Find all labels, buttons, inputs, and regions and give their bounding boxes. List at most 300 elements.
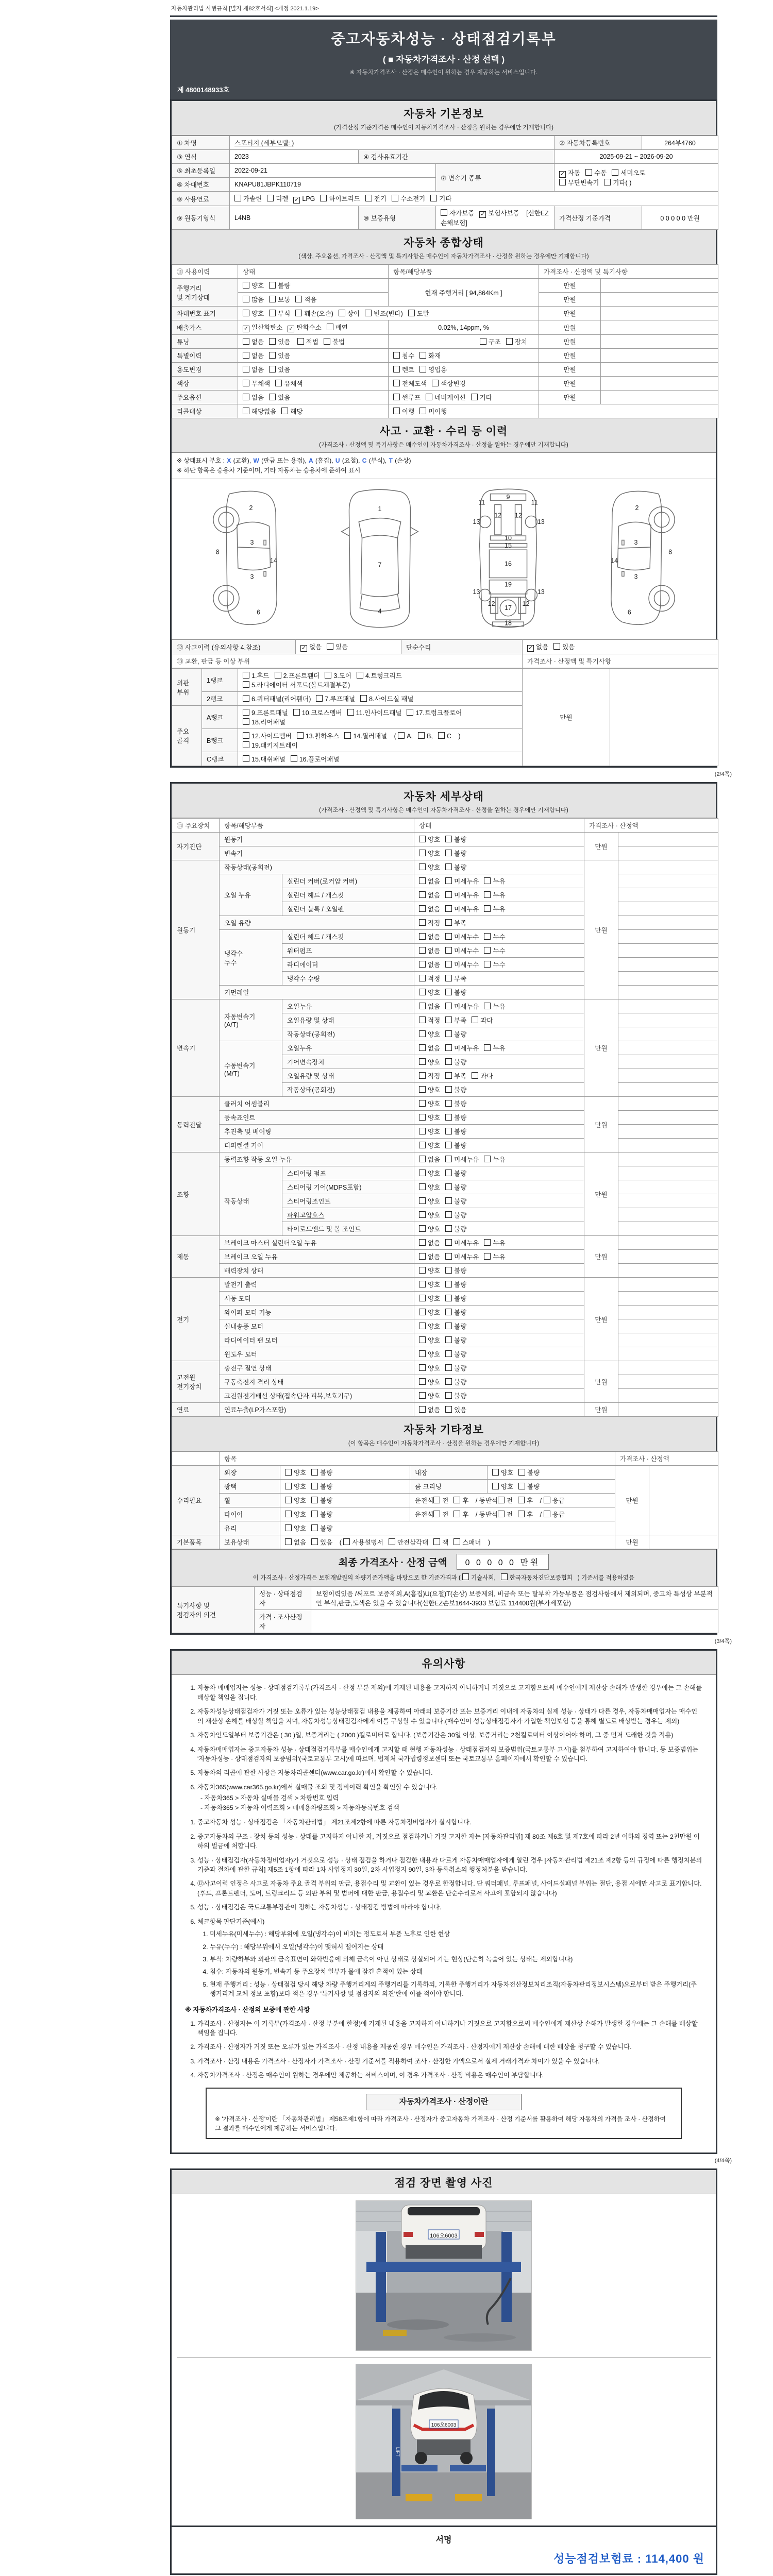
checkbox-option[interactable] xyxy=(445,1335,466,1345)
checkbox-icon[interactable] xyxy=(445,877,452,884)
checkbox-icon[interactable] xyxy=(419,1406,426,1413)
checkbox-icon[interactable] xyxy=(445,1156,452,1162)
checkbox-icon[interactable] xyxy=(484,1156,491,1162)
checkbox-option[interactable] xyxy=(243,694,311,703)
checkbox-option[interactable] xyxy=(297,337,318,346)
checkbox-icon[interactable] xyxy=(484,1253,491,1260)
checkbox-option[interactable] xyxy=(501,1573,573,1582)
checkbox-icon[interactable] xyxy=(365,195,372,201)
checkbox-option[interactable] xyxy=(472,1071,493,1080)
checkbox-option[interactable] xyxy=(297,731,340,740)
checkbox-icon[interactable] xyxy=(471,394,478,400)
checkbox-option[interactable] xyxy=(275,671,320,680)
checkbox-icon[interactable] xyxy=(445,836,452,842)
checkbox-icon[interactable] xyxy=(438,732,445,739)
checkbox-option[interactable] xyxy=(484,876,505,886)
checkbox-icon[interactable] xyxy=(316,695,323,702)
checkbox-icon[interactable] xyxy=(419,1211,426,1218)
checkbox-option[interactable] xyxy=(285,1482,306,1491)
checkbox-icon[interactable] xyxy=(243,672,249,679)
checkbox-option[interactable] xyxy=(419,960,440,969)
checkbox-option[interactable] xyxy=(426,393,465,402)
checkbox-icon[interactable] xyxy=(472,1016,478,1023)
checkbox-icon[interactable] xyxy=(419,1044,426,1051)
checkbox-icon[interactable] xyxy=(433,1497,440,1503)
checkbox-icon[interactable] xyxy=(269,394,276,400)
checkbox-icon[interactable] xyxy=(419,1225,426,1232)
checkbox-icon[interactable] xyxy=(484,1003,491,1009)
checkbox-option[interactable] xyxy=(612,168,645,177)
checkbox-icon[interactable] xyxy=(419,891,426,898)
checkbox-option[interactable] xyxy=(445,1085,466,1094)
checkbox-option[interactable] xyxy=(243,309,264,318)
checkbox-icon[interactable] xyxy=(445,961,452,968)
checkbox-option[interactable] xyxy=(419,1057,440,1066)
checkbox-icon[interactable] xyxy=(453,1511,460,1517)
checkbox-icon[interactable] xyxy=(285,1497,292,1503)
checkbox-option[interactable] xyxy=(445,835,466,844)
checkbox-option[interactable] xyxy=(316,694,355,703)
checkbox-icon[interactable] xyxy=(243,695,249,702)
checkbox-icon[interactable] xyxy=(419,1030,426,1037)
checkbox-icon[interactable] xyxy=(518,1511,525,1517)
checkbox-option[interactable] xyxy=(484,1238,505,1247)
checkbox-icon[interactable] xyxy=(269,338,276,345)
checkbox-icon[interactable] xyxy=(553,643,560,650)
checkbox-icon[interactable] xyxy=(419,975,426,981)
checkbox-icon[interactable] xyxy=(445,989,452,995)
checkbox-icon[interactable] xyxy=(419,947,426,954)
checkbox-icon[interactable] xyxy=(419,352,426,359)
checkbox-option[interactable] xyxy=(433,1537,448,1547)
checkbox-option[interactable] xyxy=(357,671,402,680)
checkbox-option[interactable] xyxy=(243,731,292,740)
checkbox-option[interactable] xyxy=(311,1537,332,1547)
checkbox-icon[interactable] xyxy=(484,1239,491,1246)
checkbox-icon[interactable] xyxy=(243,741,249,748)
checkbox-option[interactable] xyxy=(544,1510,565,1519)
checkbox-option[interactable] xyxy=(311,1468,332,1477)
checkbox-icon[interactable] xyxy=(445,1378,452,1385)
checkbox-option[interactable] xyxy=(281,406,303,416)
checkbox-icon[interactable] xyxy=(419,1197,426,1204)
checkbox-option[interactable] xyxy=(445,1321,466,1331)
checkbox-icon[interactable] xyxy=(559,179,566,185)
checkbox-option[interactable] xyxy=(291,754,340,764)
checkbox-icon[interactable] xyxy=(506,338,513,345)
checkbox-option[interactable] xyxy=(484,960,505,969)
checkbox-icon[interactable] xyxy=(445,1100,452,1107)
checkbox-option[interactable] xyxy=(285,1468,306,1477)
checkbox-icon[interactable] xyxy=(419,1392,426,1399)
checkbox-icon[interactable] xyxy=(357,672,363,679)
checkbox-option[interactable] xyxy=(445,1224,466,1233)
checkbox-icon[interactable] xyxy=(419,1309,426,1315)
checkbox-icon[interactable] xyxy=(445,947,452,954)
checkbox-icon[interactable] xyxy=(430,195,437,201)
checkbox-option[interactable] xyxy=(419,904,440,913)
checkbox-option[interactable] xyxy=(419,932,440,941)
checkbox-icon[interactable] xyxy=(285,1469,292,1476)
checkbox-icon[interactable] xyxy=(462,1573,469,1580)
checkbox-icon[interactable] xyxy=(484,891,491,898)
checkbox-icon[interactable] xyxy=(484,947,491,954)
checkbox-option[interactable] xyxy=(445,1280,466,1289)
checkbox-option[interactable] xyxy=(544,1496,565,1505)
checkbox-icon[interactable] xyxy=(445,1364,452,1371)
checkbox-icon[interactable] xyxy=(445,1295,452,1301)
checkbox-option[interactable] xyxy=(445,1099,466,1108)
checkbox-icon[interactable] xyxy=(453,1497,460,1503)
checkbox-option[interactable] xyxy=(484,1002,505,1011)
checkbox-icon[interactable] xyxy=(585,169,592,176)
checkbox-icon[interactable] xyxy=(484,877,491,884)
checkbox-icon[interactable] xyxy=(234,195,241,201)
checkbox-icon[interactable] xyxy=(419,1156,426,1162)
checkbox-option[interactable] xyxy=(243,393,264,402)
checkbox-icon[interactable] xyxy=(419,1239,426,1246)
checkbox-option[interactable] xyxy=(484,904,505,913)
checkbox-icon[interactable] xyxy=(311,1538,318,1545)
checkbox-icon[interactable] xyxy=(419,1170,426,1176)
checkbox-icon[interactable] xyxy=(311,1497,318,1503)
checkbox-option[interactable] xyxy=(293,708,342,717)
checkbox-icon[interactable] xyxy=(419,1323,426,1329)
checkbox-option[interactable] xyxy=(419,1308,440,1317)
checkbox-option[interactable] xyxy=(419,1113,440,1122)
checkbox-icon[interactable] xyxy=(445,975,452,981)
checkbox-checked-icon[interactable]: ✓ xyxy=(289,326,294,332)
checkbox-option[interactable] xyxy=(419,1335,440,1345)
checkbox-option[interactable] xyxy=(243,379,270,388)
checkbox-option[interactable] xyxy=(269,309,290,318)
checkbox-option[interactable] xyxy=(419,1071,440,1080)
checkbox-option[interactable] xyxy=(285,1537,306,1547)
checkbox-option[interactable] xyxy=(269,365,290,374)
checkbox-icon[interactable] xyxy=(360,695,367,702)
checkbox-option[interactable] xyxy=(445,904,479,913)
checkbox-icon[interactable] xyxy=(501,1573,508,1580)
checkbox-icon[interactable] xyxy=(327,643,333,650)
checkbox-option[interactable] xyxy=(445,1029,466,1039)
checkbox-option[interactable] xyxy=(418,732,433,740)
checkbox-option[interactable] xyxy=(243,337,264,346)
checkbox-icon[interactable] xyxy=(393,352,400,359)
checkbox-icon[interactable] xyxy=(544,1497,550,1503)
checkbox-option[interactable] xyxy=(311,1496,332,1505)
checkbox-icon[interactable] xyxy=(419,863,426,870)
checkbox-icon[interactable] xyxy=(243,296,249,302)
checkbox-icon[interactable] xyxy=(269,366,276,372)
checkbox-option[interactable] xyxy=(408,309,429,318)
checkbox-icon[interactable] xyxy=(285,1511,292,1517)
checkbox-icon[interactable] xyxy=(311,1469,318,1476)
checkbox-option[interactable] xyxy=(419,1127,440,1136)
checkbox-icon[interactable] xyxy=(419,919,426,926)
checkbox-option[interactable] xyxy=(419,1280,440,1289)
checkbox-icon[interactable] xyxy=(445,1392,452,1399)
checkbox-option[interactable] xyxy=(339,309,360,318)
checkbox-icon[interactable] xyxy=(243,709,249,716)
checkbox-option[interactable] xyxy=(267,194,288,203)
checkbox-option[interactable] xyxy=(243,740,298,750)
checkbox-option[interactable] xyxy=(492,1482,513,1491)
checkbox-option[interactable] xyxy=(433,1510,448,1519)
checkbox-icon[interactable] xyxy=(445,1406,452,1413)
checkbox-option[interactable] xyxy=(269,351,290,360)
checkbox-option[interactable] xyxy=(498,1510,513,1519)
checkbox-option[interactable] xyxy=(419,876,440,886)
checkbox-option[interactable] xyxy=(585,168,607,177)
checkbox-icon[interactable] xyxy=(441,209,447,216)
checkbox-icon[interactable] xyxy=(281,408,288,414)
checkbox-icon[interactable] xyxy=(484,961,491,968)
checkbox-icon[interactable] xyxy=(243,408,249,414)
checkbox-icon[interactable] xyxy=(604,179,611,185)
checkbox-icon[interactable] xyxy=(243,310,249,316)
checkbox-icon[interactable] xyxy=(344,732,351,739)
checkbox-option[interactable] xyxy=(419,1196,440,1206)
checkbox-option[interactable] xyxy=(445,1043,479,1053)
checkbox-option[interactable] xyxy=(445,1391,466,1400)
checkbox-icon[interactable] xyxy=(445,1309,452,1315)
checkbox-icon[interactable] xyxy=(419,1100,426,1107)
checkbox-option[interactable] xyxy=(484,1155,505,1164)
checkbox-option[interactable] xyxy=(419,351,441,360)
checkbox-option[interactable] xyxy=(419,1294,440,1303)
checkbox-icon[interactable] xyxy=(480,338,486,345)
checkbox-option[interactable] xyxy=(445,974,466,983)
checkbox-icon[interactable] xyxy=(343,1538,350,1545)
checkbox-icon[interactable] xyxy=(311,1511,318,1517)
checkbox-icon[interactable] xyxy=(445,1128,452,1134)
checkbox-icon[interactable] xyxy=(419,933,426,940)
checkbox-checked-icon[interactable]: ✓ xyxy=(294,197,299,203)
checkbox-icon[interactable] xyxy=(243,681,249,688)
checkbox-option[interactable] xyxy=(445,1141,466,1150)
checkbox-option[interactable] xyxy=(438,732,451,740)
checkbox-option[interactable] xyxy=(419,1182,440,1192)
checkbox-option[interactable] xyxy=(559,178,599,187)
checkbox-option[interactable] xyxy=(492,1468,513,1477)
checkbox-option[interactable] xyxy=(347,708,402,717)
checkbox-icon[interactable] xyxy=(347,709,354,716)
checkbox-icon[interactable] xyxy=(419,1295,426,1301)
checkbox-icon[interactable] xyxy=(484,933,491,940)
checkbox-option[interactable] xyxy=(445,1363,466,1372)
checkbox-icon[interactable] xyxy=(269,296,276,302)
checkbox-icon[interactable] xyxy=(419,1281,426,1287)
checkbox-option[interactable] xyxy=(445,1113,466,1122)
checkbox-icon[interactable] xyxy=(392,195,398,201)
checkbox-option[interactable] xyxy=(393,393,421,402)
checkbox-option[interactable] xyxy=(419,918,440,927)
checkbox-option[interactable] xyxy=(419,1210,440,1219)
checkbox-option[interactable] xyxy=(472,1015,493,1025)
checkbox-option[interactable] xyxy=(243,365,264,374)
checkbox-icon[interactable] xyxy=(393,366,400,372)
checkbox-icon[interactable] xyxy=(419,1114,426,1121)
checkbox-option[interactable] xyxy=(311,1482,332,1491)
checkbox-option[interactable] xyxy=(419,1266,440,1275)
checkbox-checked-icon[interactable]: ✓ xyxy=(560,171,565,177)
checkbox-option[interactable] xyxy=(527,642,548,652)
checkbox-option[interactable] xyxy=(419,1155,440,1164)
checkbox-icon[interactable] xyxy=(419,989,426,995)
checkbox-icon[interactable] xyxy=(419,1016,426,1023)
checkbox-option[interactable] xyxy=(325,671,351,680)
checkbox-option[interactable] xyxy=(320,194,360,203)
checkbox-icon[interactable] xyxy=(498,1511,505,1517)
checkbox-option[interactable] xyxy=(518,1496,533,1505)
checkbox-icon[interactable] xyxy=(269,352,276,359)
checkbox-option[interactable] xyxy=(445,1294,466,1303)
checkbox-icon[interactable] xyxy=(419,366,426,372)
checkbox-icon[interactable] xyxy=(419,850,426,856)
checkbox-icon[interactable] xyxy=(433,1538,440,1545)
checkbox-icon[interactable] xyxy=(426,394,432,400)
checkbox-option[interactable] xyxy=(285,1523,306,1533)
checkbox-option[interactable] xyxy=(518,1468,540,1477)
checkbox-icon[interactable] xyxy=(445,1211,452,1218)
checkbox-option[interactable] xyxy=(445,890,479,900)
checkbox-icon[interactable] xyxy=(445,1072,452,1079)
checkbox-icon[interactable] xyxy=(393,394,400,400)
checkbox-option[interactable] xyxy=(243,295,264,304)
checkbox-option[interactable] xyxy=(518,1482,540,1491)
checkbox-option[interactable] xyxy=(419,1391,440,1400)
checkbox-option[interactable] xyxy=(559,168,580,178)
checkbox-option[interactable] xyxy=(445,1210,466,1219)
checkbox-icon[interactable] xyxy=(518,1483,525,1489)
checkbox-option[interactable] xyxy=(243,281,264,290)
checkbox-option[interactable] xyxy=(419,1015,440,1025)
checkbox-icon[interactable] xyxy=(445,1239,452,1246)
checkbox-option[interactable] xyxy=(419,890,440,900)
checkbox-icon[interactable] xyxy=(293,709,300,716)
checkbox-option[interactable] xyxy=(419,1321,440,1331)
checkbox-icon[interactable] xyxy=(445,863,452,870)
checkbox-icon[interactable] xyxy=(419,1336,426,1343)
checkbox-option[interactable] xyxy=(484,932,505,941)
checkbox-icon[interactable] xyxy=(445,1197,452,1204)
checkbox-option[interactable] xyxy=(419,974,440,983)
checkbox-option[interactable] xyxy=(419,1168,440,1178)
checkbox-option[interactable] xyxy=(445,876,479,886)
checkbox-icon[interactable] xyxy=(484,905,491,912)
checkbox-icon[interactable] xyxy=(419,1058,426,1065)
checkbox-icon[interactable] xyxy=(275,672,281,679)
checkbox-option[interactable] xyxy=(419,1377,440,1386)
checkbox-option[interactable] xyxy=(432,379,465,388)
checkbox-icon[interactable] xyxy=(612,169,618,176)
checkbox-icon[interactable] xyxy=(267,195,274,201)
checkbox-icon[interactable] xyxy=(445,1336,452,1343)
checkbox-icon[interactable] xyxy=(393,380,400,386)
checkbox-icon[interactable] xyxy=(484,1044,491,1051)
checkbox-option[interactable] xyxy=(445,988,466,997)
checkbox-icon[interactable] xyxy=(339,310,345,316)
checkbox-option[interactable] xyxy=(445,960,479,969)
checkbox-icon[interactable] xyxy=(518,1497,525,1503)
checkbox-option[interactable] xyxy=(398,732,413,740)
checkbox-icon[interactable] xyxy=(445,1058,452,1065)
checkbox-icon[interactable] xyxy=(419,877,426,884)
checkbox-icon[interactable] xyxy=(518,1469,525,1476)
checkbox-option[interactable] xyxy=(453,1496,468,1505)
checkbox-option[interactable] xyxy=(295,309,333,318)
checkbox-option[interactable] xyxy=(498,1496,513,1505)
checkbox-icon[interactable] xyxy=(445,1183,452,1190)
checkbox-icon[interactable] xyxy=(445,1086,452,1093)
checkbox-option[interactable] xyxy=(234,194,262,203)
checkbox-icon[interactable] xyxy=(419,905,426,912)
checkbox-icon[interactable] xyxy=(419,1003,426,1009)
checkbox-option[interactable] xyxy=(484,1252,505,1261)
checkbox-option[interactable] xyxy=(311,1523,332,1533)
checkbox-option[interactable] xyxy=(445,1168,466,1178)
checkbox-icon[interactable] xyxy=(243,282,249,289)
checkbox-icon[interactable] xyxy=(445,1323,452,1329)
checkbox-option[interactable] xyxy=(393,365,414,374)
checkbox-option[interactable] xyxy=(484,1043,505,1053)
checkbox-icon[interactable] xyxy=(472,1072,478,1079)
checkbox-icon[interactable] xyxy=(445,1267,452,1274)
checkbox-icon[interactable] xyxy=(445,1030,452,1037)
checkbox-option[interactable] xyxy=(243,351,264,360)
checkbox-option[interactable] xyxy=(445,1349,466,1359)
checkbox-icon[interactable] xyxy=(445,905,452,912)
checkbox-option[interactable] xyxy=(553,642,575,651)
checkbox-option[interactable] xyxy=(365,309,403,318)
checkbox-option[interactable] xyxy=(506,337,527,346)
checkbox-icon[interactable] xyxy=(243,394,249,400)
checkbox-option[interactable] xyxy=(433,1496,448,1505)
checkbox-icon[interactable] xyxy=(295,310,302,316)
checkbox-icon[interactable] xyxy=(445,850,452,856)
checkbox-icon[interactable] xyxy=(453,1538,460,1545)
checkbox-option[interactable] xyxy=(445,1182,466,1192)
checkbox-option[interactable] xyxy=(445,1238,479,1247)
checkbox-icon[interactable] xyxy=(419,1142,426,1148)
checkbox-option[interactable] xyxy=(407,708,462,717)
checkbox-icon[interactable] xyxy=(445,1016,452,1023)
checkbox-option[interactable] xyxy=(479,208,519,218)
checkbox-icon[interactable] xyxy=(492,1469,499,1476)
checkbox-option[interactable] xyxy=(430,194,451,203)
checkbox-option[interactable] xyxy=(604,178,631,187)
checkbox-icon[interactable] xyxy=(243,380,249,386)
checkbox-icon[interactable] xyxy=(445,1281,452,1287)
checkbox-checked-icon[interactable]: ✓ xyxy=(243,326,249,332)
checkbox-icon[interactable] xyxy=(445,1170,452,1176)
checkbox-icon[interactable] xyxy=(445,1142,452,1148)
checkbox-option[interactable] xyxy=(445,1196,466,1206)
checkbox-icon[interactable] xyxy=(419,1378,426,1385)
checkbox-option[interactable] xyxy=(295,295,316,304)
checkbox-option[interactable] xyxy=(445,1002,479,1011)
checkbox-option[interactable] xyxy=(393,406,414,416)
checkbox-icon[interactable] xyxy=(365,310,372,316)
checkbox-option[interactable] xyxy=(419,1252,440,1261)
checkbox-icon[interactable] xyxy=(419,836,426,842)
checkbox-option[interactable] xyxy=(419,1043,440,1053)
checkbox-icon[interactable] xyxy=(295,296,302,302)
checkbox-icon[interactable] xyxy=(445,933,452,940)
checkbox-icon[interactable] xyxy=(243,366,249,372)
checkbox-option[interactable] xyxy=(471,393,492,402)
checkbox-icon[interactable] xyxy=(269,282,276,289)
